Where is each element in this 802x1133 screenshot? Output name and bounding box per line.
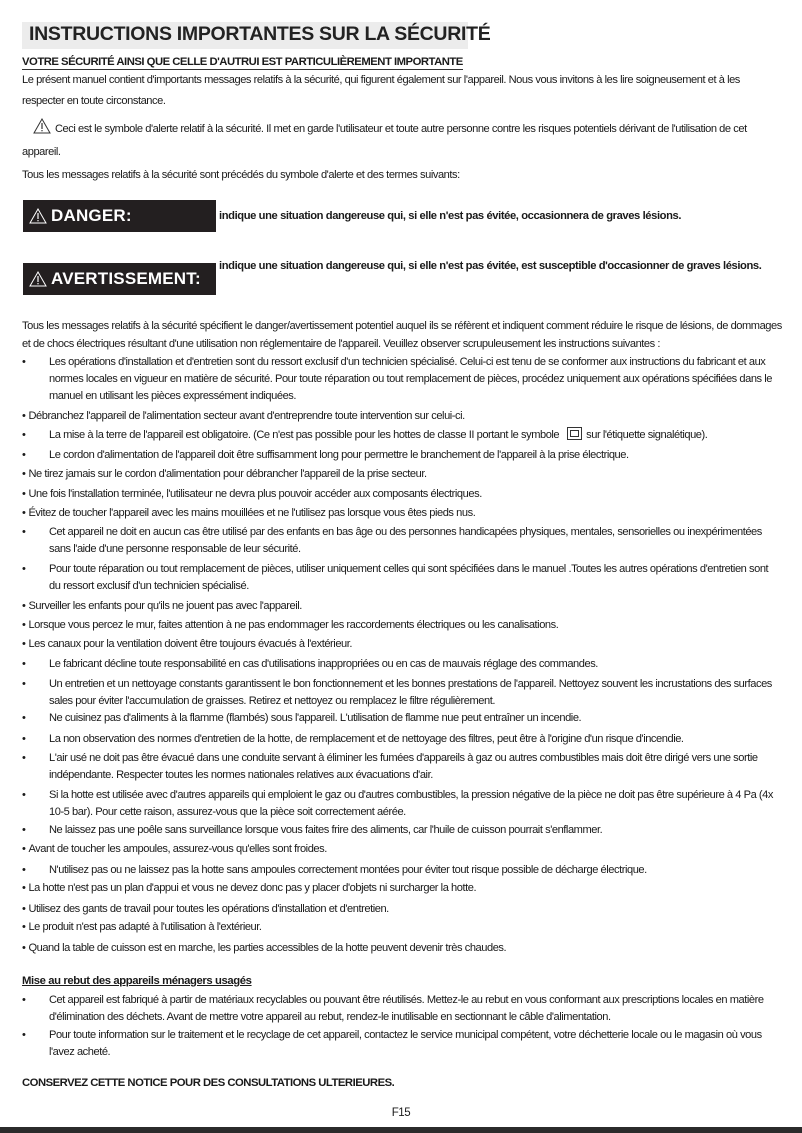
list-item xyxy=(22,561,782,595)
list-item xyxy=(22,505,782,522)
disposal-section-title: Mise au rebut des appareils ménagers usagés xyxy=(22,975,252,987)
list-item-text: La mise à la terre de l'appareil est obligatoire. (Ce n'est pas possible pour les hottes de classe II portant le symbole xyxy=(49,429,560,441)
list-item xyxy=(22,919,782,936)
warning-label: AVERTISSEMENT: xyxy=(51,269,201,288)
list-item-text: Ne laissez pas une poêle sans surveillance lorsque vous faites frire des aliments, car l'huile de cuisson pourrait s'enflammer. xyxy=(49,824,603,836)
bullet: • xyxy=(22,843,26,855)
list-item-text: Le fabricant décline toute responsabilité en cas d'utilisations inappropriées ou en cas de mauvais réglage des commandes. xyxy=(49,658,598,670)
bullet: • xyxy=(22,882,26,894)
list-item xyxy=(22,710,782,727)
list-item-text: Surveiller les enfants pour qu'ils ne jouent pas avec l'appareil. xyxy=(28,600,302,612)
list-item-text: Les canaux pour la ventilation doivent être toujours évacués à l'extérieur. xyxy=(28,638,353,650)
list-item xyxy=(22,940,782,957)
list-item-text: Utilisez des gants de travail pour toutes les opérations d'installation et d'entretien. xyxy=(28,903,389,915)
disposal-item xyxy=(22,992,782,1026)
bullet: • xyxy=(22,468,26,480)
danger-label: DANGER: xyxy=(51,206,132,225)
list-item xyxy=(22,676,782,710)
bullet: • xyxy=(22,1029,26,1041)
instructions-intro: Tous les messages relatifs à la sécurité spécifient le danger/avertissement potentiel auquel ils se réfèrent et indiquent comment réduire le risque de lésions, de dommages et de chocs électriques résultant d'une utilisation non réglementaire de l'appareil. Veuillez observer scrupuleusement les instructions suivantes : xyxy=(22,320,782,350)
bullet: • xyxy=(22,356,26,368)
page-number: F15 xyxy=(391,1107,411,1119)
bullet: • xyxy=(22,658,26,670)
bottom-border xyxy=(0,1127,802,1133)
list-item-text: Les opérations d'installation et d'entretien sont du ressort exclusif d'un technicien spécialisé. Celui-ci est tenu de se conformer aux instructions du fabricant et aux normes locales en vigueur en matière de sécurité. Pour toute réparation ou tout remplacement de pièces, procédez uniquement aux opérations spécifiées dans le manuel en utilisant les pièces expressément indiquées. xyxy=(49,356,773,402)
warning-description: indique une situation dangereuse qui, si elle n'est pas évitée, est susceptible d'occasionner de graves lésions. xyxy=(219,260,762,272)
list-item xyxy=(22,427,782,444)
list-item-text: Le produit n'est pas adapté à l'utilisation à l'extérieur. xyxy=(28,921,262,933)
bullet: • xyxy=(22,903,26,915)
class-ii-symbol-icon xyxy=(567,427,582,440)
bullet: • xyxy=(22,712,26,724)
bullet: • xyxy=(22,429,26,441)
list-item xyxy=(22,598,782,615)
bullet: • xyxy=(22,526,26,538)
list-item xyxy=(22,636,782,653)
list-item-text: Ne tirez jamais sur le cordon d'alimentation pour débrancher l'appareil de la prise secteur. xyxy=(28,468,427,480)
list-item xyxy=(22,880,782,897)
warning-badge xyxy=(23,263,216,295)
list-item xyxy=(22,408,782,425)
bullet: • xyxy=(22,678,26,690)
list-item-text: La hotte n'est pas un plan d'appui et vous ne devez donc pas y placer d'objets ni surcharger la hotte. xyxy=(28,882,477,894)
list-item-text: Débranchez l'appareil de l'alimentation secteur avant d'entreprendre toute intervention sur celui-ci. xyxy=(28,410,465,422)
bullet: • xyxy=(22,638,26,650)
bullet: • xyxy=(22,733,26,745)
warning-triangle-icon xyxy=(33,118,51,142)
list-item xyxy=(22,656,782,673)
list-item xyxy=(22,466,782,483)
list-item-text: Si la hotte est utilisée avec d'autres appareils qui emploient le gaz ou d'autres combustibles, la pression négative de la pièce ne doit pas être supérieure à 4 Pa (4x 10-5 bar). Pour cette raison, assurez-vous que la pièce soit correctement aérée. xyxy=(49,789,773,818)
keep-notice: CONSERVEZ CETTE NOTICE POUR DES CONSULTATIONS ULTERIEURES. xyxy=(22,1077,395,1089)
page-title: INSTRUCTIONS IMPORTANTES SUR LA SÉCURITÉ xyxy=(29,23,491,45)
bullet: • xyxy=(22,488,26,500)
intro-paragraph: Le présent manuel contient d'importants messages relatifs à la sécurité, qui figurent également sur l'appareil. Nous vous invitons à les lire soigneusement et à les respecter en toute circonstance. xyxy=(22,74,740,107)
list-item xyxy=(22,524,782,558)
bullet: • xyxy=(22,619,26,631)
list-item xyxy=(22,354,782,405)
alert-symbol-text: Ceci est le symbole d'alerte relatif à la sécurité. Il met en garde l'utilisateur et toute autre personne contre les risques potentiels dérivant de l'utilisation de cet appareil. xyxy=(22,123,747,158)
disposal-item-text: Pour toute information sur le traitement et le recyclage de cet appareil, contactez le service municipal compétent, votre déchetterie locale ou le magasin où vous l'avez acheté. xyxy=(49,1029,762,1058)
warning-triangle-icon xyxy=(29,203,47,235)
list-item xyxy=(22,822,782,839)
section-subtitle: VOTRE SÉCURITÉ AINSI QUE CELLE D'AUTRUI EST PARTICULIÈREMENT IMPORTANTE xyxy=(22,56,463,68)
list-item-text: L'air usé ne doit pas être évacué dans une conduite servant à éliminer les fumées d'appareils à gaz ou autres combustibles mais doit être dirigé vers une sortie indépendante. Respecter toutes les normes nationales relatives aux évacuations d'air. xyxy=(49,752,758,781)
bullet: • xyxy=(22,921,26,933)
list-item-text: Pour toute réparation ou tout remplacement de pièces, utiliser uniquement celles qui sont spécifiées dans le manuel .Toutes les autres opérations d'entretien sont du ressort exclusif d'un technicien spécialisé. xyxy=(49,563,769,592)
list-item-text: N'utilisez pas ou ne laissez pas la hotte sans ampoules correctement montées pour éviter tout risque possible de décharge électrique. xyxy=(49,864,647,876)
list-item xyxy=(22,617,782,634)
warning-triangle-icon xyxy=(29,266,47,298)
list-item xyxy=(22,731,782,748)
bullet: • xyxy=(22,449,26,461)
list-item-text: Cet appareil ne doit en aucun cas être utilisé par des enfants en bas âge ou des personnes handicapées physiques, mentales, sensorielles ou inexpérimentées sans l'aide d'une personne responsable de leur sécurité. xyxy=(49,526,762,555)
page-title-banner xyxy=(22,22,491,49)
list-item xyxy=(22,901,782,918)
danger-badge xyxy=(23,200,216,232)
disposal-item xyxy=(22,1027,782,1061)
bullet: • xyxy=(22,600,26,612)
signal-words-intro: Tous les messages relatifs à la sécurité sont précédés du symbole d'alerte et des termes suivants: xyxy=(22,169,460,181)
list-item xyxy=(22,787,782,821)
list-item xyxy=(22,486,782,503)
bullet: • xyxy=(22,507,26,519)
bullet: • xyxy=(22,752,26,764)
list-item-text: Quand la table de cuisson est en marche, les parties accessibles de la hotte peuvent devenir très chaudes. xyxy=(28,942,507,954)
bullet: • xyxy=(22,864,26,876)
list-item xyxy=(22,841,782,858)
list-item-text: La non observation des normes d'entretien de la hotte, de remplacement et de nettoyage des filtres, peut être à l'origine d'un risque d'incendie. xyxy=(49,733,684,745)
bullet: • xyxy=(22,942,26,954)
bullet: • xyxy=(22,789,26,801)
bullet: • xyxy=(22,410,26,422)
list-item xyxy=(22,447,782,464)
danger-description: indique une situation dangereuse qui, si elle n'est pas évitée, occasionnera de graves lésions. xyxy=(219,210,682,222)
list-item xyxy=(22,750,782,784)
list-item xyxy=(22,862,782,879)
list-item-text: Un entretien et un nettoyage constants garantissent le bon fonctionnement et les bonnes prestations de l'appareil. Nettoyez souvent les incrustations des surfaces sales pour éviter l'accumulation de graisses. Retirez et nettoyez ou remplacez le filtre régulièrement. xyxy=(49,678,772,707)
list-item-text: Lorsque vous percez le mur, faites attention à ne pas endommager les raccordements électriques ou les canalisations. xyxy=(28,619,559,631)
list-item-text: Avant de toucher les ampoules, assurez-vous qu'elles sont froides. xyxy=(28,843,327,855)
bullet: • xyxy=(22,563,26,575)
list-item-text: Ne cuisinez pas d'aliments à la flamme (flambés) sous l'appareil. L'utilisation de flamme nue peut entraîner un incendie. xyxy=(49,712,582,724)
list-item-text: Évitez de toucher l'appareil avec les mains mouillées et ne l'utilisez pas lorsque vous êtes pieds nus. xyxy=(28,507,476,519)
list-item-text: Le cordon d'alimentation de l'appareil doit être suffisamment long pour permettre le branchement de l'appareil à la prise électrique. xyxy=(49,449,629,461)
bullet: • xyxy=(22,824,26,836)
disposal-item-text: Cet appareil est fabriqué à partir de matériaux recyclables ou pouvant être réutilisés. Mettez-le au rebut en vous conformant aux prescriptions locales en matière d'élimination des déchets. Avant de mettre votre appareil au rebut, rendez-le inutilisable en sectionnant le câble d'alimentation. xyxy=(49,994,764,1023)
bullet: • xyxy=(22,994,26,1006)
alert-symbol-paragraph xyxy=(22,118,782,162)
list-item-text: Une fois l'installation terminée, l'utilisateur ne devra plus pouvoir accéder aux composants électriques. xyxy=(28,488,482,500)
list-item-text-suffix: sur l'étiquette signalétique). xyxy=(586,429,708,441)
